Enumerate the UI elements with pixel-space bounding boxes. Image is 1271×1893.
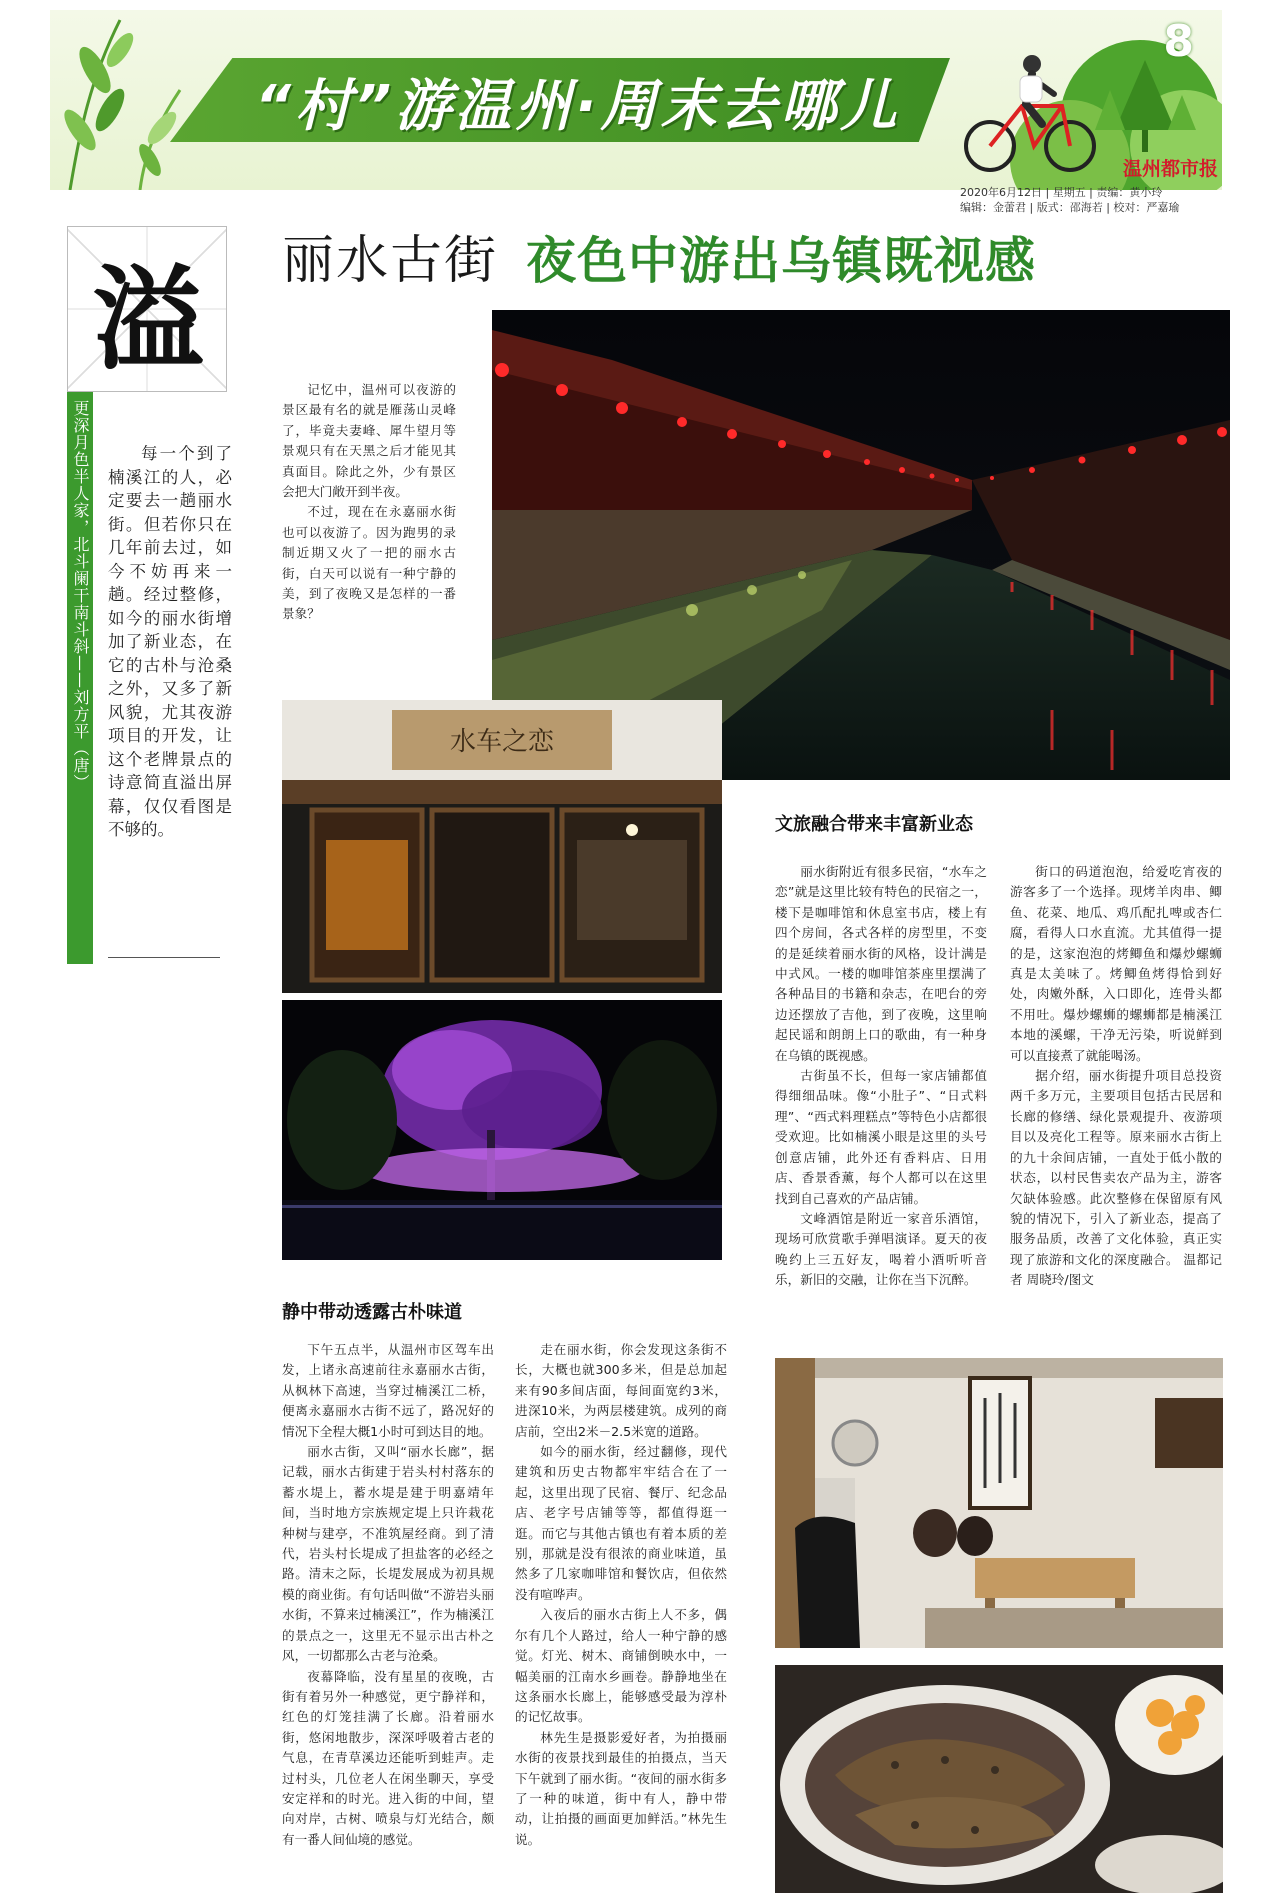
section2-column-2 — [515, 1340, 727, 1850]
paragraph: 入夜后的丽水古街上人不多，偶尔有几个人路过，给人一种宁静的感觉。灯光、树木、商铺倒映水中，一幅美丽的江南水乡画卷。静静地坐在这条丽水长廊上，能够感受最为淳朴的记忆故事。 — [515, 1607, 727, 1725]
column-essay: 每一个到了楠溪江的人，必定要去一趟丽水街。但若你只在几年前去过，如今不妨再来一趟。经过整修，如今的丽水街增加了新业态，在它的古朴与沧桑之外，又多了新风貌，尤其夜游项目的开发，让这个老牌景点的诗意简直溢出屏幕，仅仅看图是不够的。 — [108, 444, 232, 839]
paragraph: 如今的丽水街，经过翻修，现代建筑和历史古物都牢牢结合在了一起，这里出现了民宿、餐厅、纪念品店、老字号店铺等等，都值得逛一逛。而它与其他古镇也有着本质的差别，那就是没有很浓的商业味道，虽然多了几家咖啡馆和餐饮店，但依然没有喧哗声。 — [515, 1444, 727, 1602]
section-heading: 文旅融合带来丰富新业态 — [775, 814, 973, 835]
date-line: 2020年6月12日 | 星期五 | 责编：黄小玲 — [960, 186, 1163, 199]
paragraph: 丽水古街，又叫“丽水长廊”，据记载，丽水古街建于岩头村村落东的蓄水堤上，蓄水堤是建于明嘉靖年间，当时地方宗族规定堤上只许栽花种树与建亭，不准筑屋经商。到了清代，岩头村长堤成了担盐客的必经之路。清末之际，长堤发展成为初具规模的商业街。有句话叫做“不游岩头丽水街，不算来过楠溪江”，作为楠溪江的景点之一，这里无不显示出古朴之风，一切都那么古老与沧桑。 — [282, 1444, 494, 1664]
section1-column-1 — [775, 862, 987, 1291]
section1-column-2 — [1010, 862, 1222, 1291]
page-number: 8 — [1163, 16, 1194, 67]
paragraph: 古街虽不长，但每一家店铺都值得细细品味。像“小肚子”、“日式料理”、“西式料理糕点”等特色小店都很受欢迎。比如楠溪小眼是这里的头号创意店铺，此外还有香料店、日用店、香景香薰，每个人都可以在这里找到自己喜欢的产品店铺。 — [775, 1068, 987, 1206]
headline-main: 丽水古街 — [282, 231, 499, 291]
divider — [108, 957, 220, 958]
column-char-box — [67, 226, 227, 392]
byline-bar — [67, 392, 93, 964]
photo-grilled-fish — [775, 1665, 1223, 1893]
poem-byline: 更深月色半人家，北斗阑干南斗斜——刘方平（唐） — [71, 400, 90, 791]
shop-sign: 水车之恋 — [449, 727, 555, 757]
paragraph: 下午五点半，从温州市区驾车出发，上诸永高速前往永嘉丽水古街，从枫林下高速，当穿过楠溪江二桥，便离永嘉丽水古街不远了，路况好的情况下全程大概1小时可到达目的地。 — [282, 1342, 494, 1439]
paragraph: 走在丽水街，你会发现这条街不长，大概也就300多米，但是总加起来有90多间店面，每间面宽约3米，进深10米，为两层楼建筑。成列的商店前，空出2米－2.5米宽的道路。 — [515, 1342, 727, 1439]
paragraph: 据介绍，丽水街提升项目总投资两千多万元，主要项目包括古民居和长廊的修缮、绿化景观提升、夜游项目以及亮化工程等。原来丽水古街上的九十余间店铺，一直处于低小散的状态，以村民售卖农产品为主，游客欠缺体验感。此次整修在保留原有风貌的情况下，引入了新业态，提高了服务品质，改善了文化体验，真正实现了旅游和文化的深度融合。 温都记者 周晓玲/图文 — [1010, 1068, 1222, 1288]
photo-purple-tree — [282, 1000, 722, 1260]
paragraph: 林先生是摄影爱好者，为拍摄丽水街的夜景找到最佳的拍摄点，当天下午就到了丽水街。“夜间的丽水街多了一种的味道，街中有人，静中带动，让拍摄的画面更加鲜活。”林先生说。 — [515, 1729, 727, 1847]
leaf-decoration-icon — [50, 10, 200, 190]
cyclist-icon — [962, 46, 1102, 176]
header-banner — [50, 10, 1222, 190]
paragraph: 夜幕降临，没有星星的夜晚，古街有着另外一种感觉，更宁静祥和，红色的灯笼挂满了长廊。沿着丽水街，悠闲地散步，深深呼吸着古老的气息，在青草溪边还能听到蛙声。走过村头，几位老人在闲坐聊天，享受安定祥和的时光。进入街的中间，望向对岸，古树、喷泉与灯光结合，颇有一番人间仙境的感觉。 — [282, 1668, 494, 1847]
paragraph: 街口的码道泡泡，给爱吃宵夜的游客多了一个选择。现烤羊肉串、鲫鱼、花菜、地瓜、鸡爪配扎啤或杏仁腐，看得人口水直流。尤其值得一提的是，这家泡泡的烤鲫鱼和爆炒螺蛳真是太美味了。烤鲫鱼烤得恰到好处，肉嫩外酥，入口即化，连骨头都不用吐。爆炒螺蛳的螺蛳都是楠溪江本地的溪螺，干净无污染，听说鲜到可以直接煮了就能喝汤。 — [1010, 864, 1222, 1063]
paragraph: 文峰酒馆是附近一家音乐酒馆，现场可欣赏歌手弹唱演译。夏天的夜晚约上三五好友，喝着小酒听听音乐，新旧的交融，让你在当下沉醉。 — [775, 1210, 987, 1288]
column-char: 溢 — [92, 253, 204, 385]
intro-paragraph: 不过，现在在永嘉丽水街也可以夜游了。因为跑男的录制近期又火了一把的丽水古街，白天可以说有一种宁静的美，到了夜晚又是怎样的一番景象？ — [282, 504, 456, 622]
paragraph: 丽水街附近有很多民宿，“水车之恋”就是这里比较有特色的民宿之一，楼下是咖啡馆和休息室书店，楼上有四个房间，各式各样的房型里，不变的是延续着丽水街的风格，设计满是中式风。一楼的咖啡馆茶座里摆满了各种品目的书籍和杂志，在吧台的旁边还摆放了吉他，到了夜晚，这里响起民谣和朗朗上口的歌曲，有一种身在乌镇的既视感。 — [775, 864, 987, 1063]
headline-sub: 夜色中游出乌镇既视感 — [526, 232, 1037, 290]
newspaper-name: 温州都市报 — [1122, 158, 1218, 180]
photo-shopfront — [282, 700, 722, 993]
section2-column-1 — [282, 1340, 494, 1850]
dateline — [960, 185, 1222, 215]
section-title: “村”游温州·周末去哪儿 — [255, 74, 901, 139]
photo-tea-room — [775, 1358, 1223, 1648]
staff-line: 编辑：金蕾君 | 版式：邵海若 | 校对：严嘉瑜 — [960, 201, 1180, 214]
article-headline — [282, 218, 1037, 291]
section-heading: 静中带动透露古朴味道 — [282, 1302, 462, 1323]
intro-paragraph: 记忆中，温州可以夜游的景区最有名的就是雁荡山灵峰了，毕竟夫妻峰、犀牛望月等景观只有在天黑之后才能见其真面目。除此之外，少有景区会把大门敞开到半夜。 — [282, 382, 456, 500]
intro-text — [282, 380, 456, 625]
